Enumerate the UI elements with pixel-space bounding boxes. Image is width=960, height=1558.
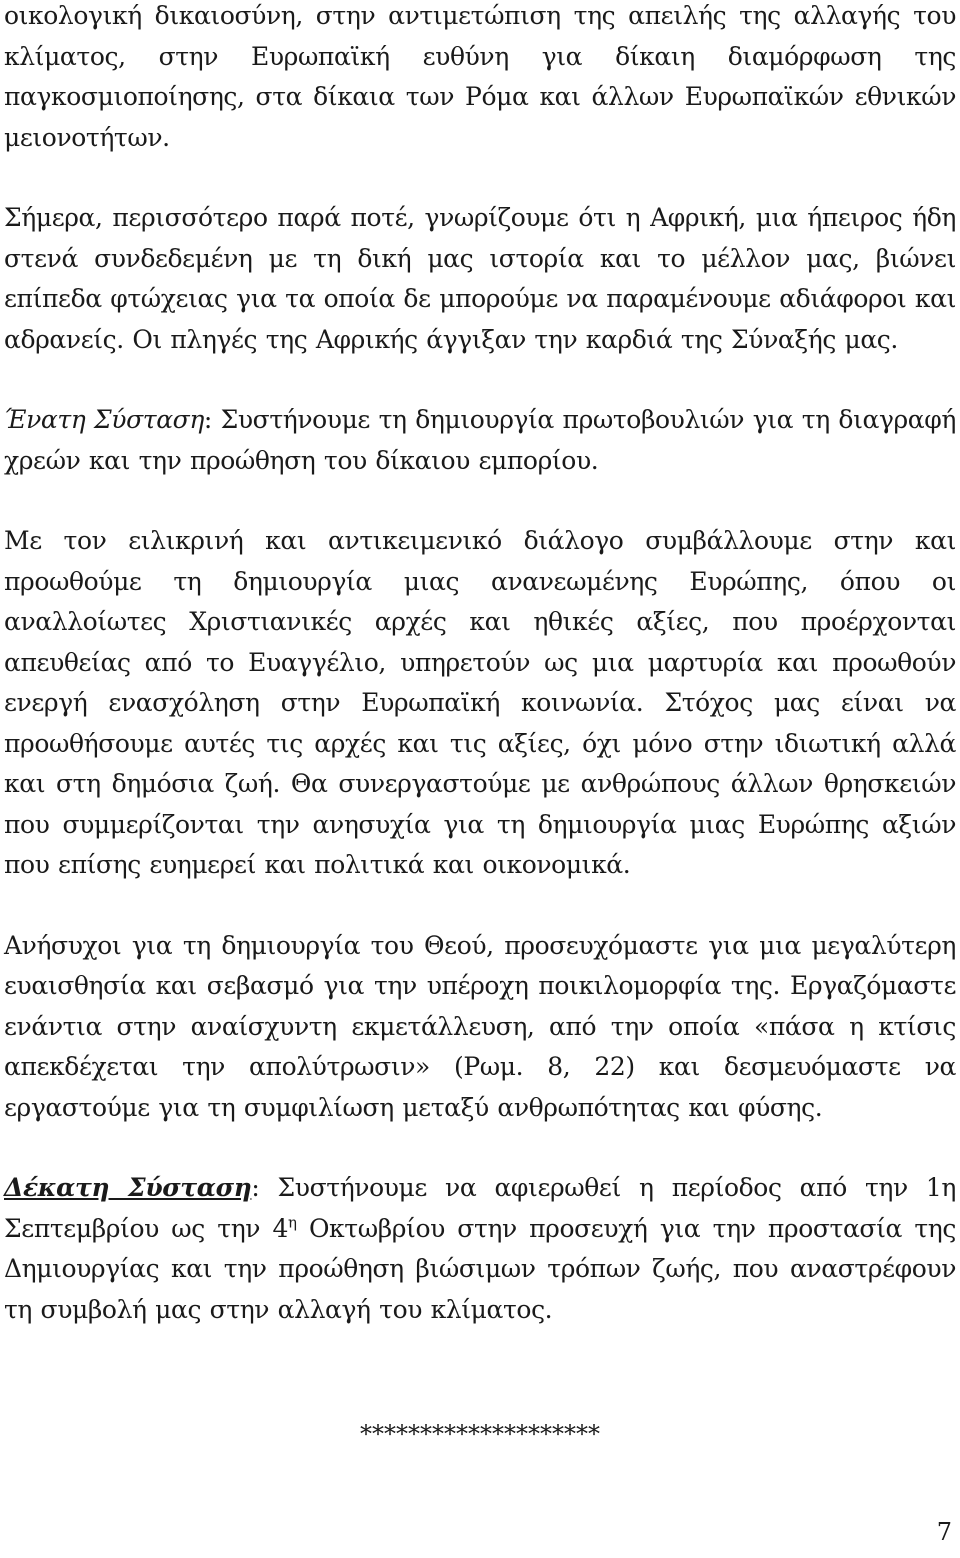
paragraph-tenth-recommendation (4, 1168, 956, 1330)
ninth-recommendation-text: : Συστήνουμε τη δημιουργία πρωτοβουλιών για τη διαγραφή χρεών και την προώθηση του δίκαιου εμπορίου. (4, 405, 956, 475)
page-number: 7 (936, 1518, 952, 1546)
paragraph-renewed-europe: Με τον ειλικρινή και αντικειμενικό διάλογο συμβάλλουμε στην και προωθούμε τη δημιουργία μιας ανανεωμένης Ευρώπης, όπου οι αναλλοίωτες Χριστιανικές αρχές και ηθικές αξίες, που προέρχονται απευθείας από το Ευαγγέλιο, υπηρετούν ως μια μαρτυρία και προωθούν ενεργή ενασχόληση στην Ευρωπαϊκή κοινωνία. Στόχος μας είναι να προωθήσουμε αυτές τις αρχές και τις αξίες, όχι μόνο στην ιδιωτική αλλά και στη δημόσια ζωή. Θα συνεργαστούμε με ανθρώπους άλλων θρησκειών που συμμερίζονται την ανησυχία για τη δημιουργία μιας Ευρώπης αξιών που επίσης ευημερεί και πολιτικά και οικονομικά. (4, 526, 956, 879)
paragraph-ecological-justice: οικολογική δικαιοσύνη, στην αντιμετώπιση της απειλής της αλλαγής του κλίματος, στην Ευρωπαϊκή ευθύνη για δίκαιη διαμόρφωση της παγκοσμιοποίησης, στα δίκαια των Ρόμα και άλλων Ευρωπαϊκών εθνικών μειονοτήτων. (4, 1, 956, 152)
ninth-recommendation-label: Ένατη Σύσταση (4, 405, 204, 434)
paragraph-creation: Ανήσυχοι για τη δημιουργία του Θεού, προσευχόμαστε για μια μεγαλύτερη ευαισθησία και σεβασμό για την υπέροχη ποικιλομορφία της. Εργαζόμαστε ενάντια στην αναίσχυντη εκμετάλλευση, από την οποία «πάσα η κτίσις απεκδέχεται την απολύτρωσιν» (Ρωμ. 8, 22) και δεσμευόμαστε να εργαστούμε για τη συμφιλίωση μεταξύ ανθρωπότητας και φύσης. (4, 930, 956, 1122)
tenth-recommendation-label: Δέκατη Σύσταση (4, 1173, 252, 1202)
tenth-recommendation-text-a: : Συστήνουμε να αφιερωθεί η περίοδος από την 1η Σεπτεμβρίου ως την 4 (4, 1173, 956, 1243)
section-separator: ******************** (360, 1420, 600, 1448)
paragraph-ninth-recommendation (4, 400, 956, 481)
tenth-recommendation-superscript: η (287, 1213, 297, 1232)
paragraph-africa: Σήμερα, περισσότερο παρά ποτέ, γνωρίζουμε ότι η Αφρική, μια ήπειρος ήδη στενά συνδεδεμένη με τη δική μας ιστορία και το μέλλον μας, βιώνει επίπεδα φτώχειας για τα οποία δε μπορούμε να παραμένουμε αδιάφοροι και αδρανείς. Οι πληγές της Αφρικής άγγιξαν την καρδιά της Σύναξής μας. (4, 203, 956, 354)
tenth-recommendation-text-b: Οκτωβρίου στην προσευχή για την προστασία της Δημιουργίας και την προώθηση βιώσιμων τρόπων ζωής, που αναστρέφουν τη συμβολή μας στην αλλαγή του κλίματος. (4, 1213, 956, 1324)
document-body (4, 0, 956, 1370)
